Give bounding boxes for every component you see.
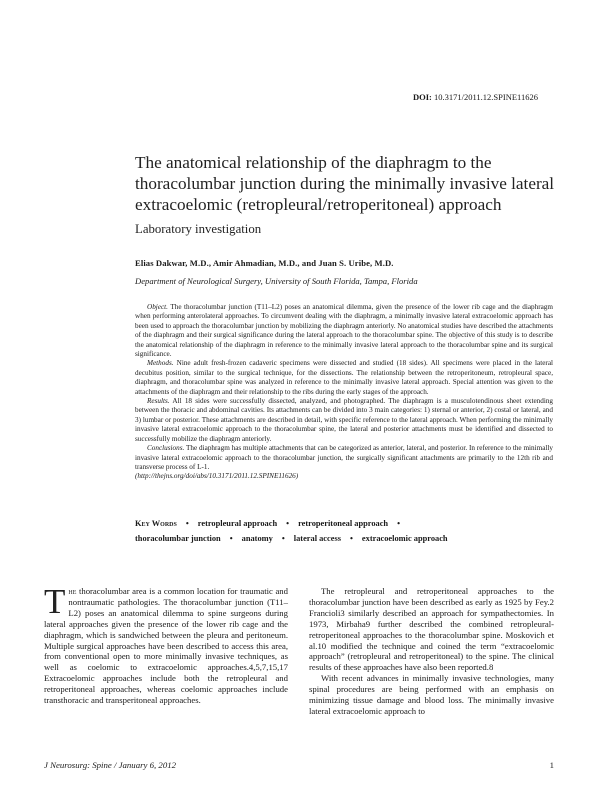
bullet-icon: •: [286, 519, 290, 528]
doi-link[interactable]: (http://thejns.org/doi/abs/10.3171/2011.12.SPINE11626): [135, 472, 299, 481]
keyword-item: retroperitoneal approach: [298, 519, 389, 528]
page-number: 1: [549, 760, 554, 770]
doi-value: 10.3171/2011.12.SPINE11626: [434, 92, 538, 102]
intro-paragraph: [44, 582, 288, 706]
object-text: The thoracolumbar junction (T11–L2) poses an anatomical dilemma, given the presence of the lower rib cage and the diaphragm when performing anterolateral approaches. To circumvent dealing with the diaphragm, a minimally invasive lateral extracoelomic approach has been used to approach the thoracolumbar junction by mobilizing the diaphragm anteriorly. No anatomical studies have described the attachments of the diaphragm and their surgical significance during the lateral approach to the thoracolumbar spine. The objective of this study is to describe the anatomical relationship of the diaphragm in reference to the minimally invasive lateral approach to the thoracolumbar spine and its surgical significance.: [135, 303, 553, 359]
journal-footer: J Neurosurg: Spine / January 6, 2012: [44, 760, 177, 770]
abstract-conclusions: [135, 444, 553, 472]
bullet-icon: •: [397, 519, 401, 528]
abstract-methods: [135, 359, 553, 397]
abstract-results: [135, 397, 553, 444]
methods-label: Methods.: [147, 359, 174, 368]
body-paragraph: The retropleural and retroperitoneal approaches to the thoracolumbar junction have been described as early as 1925 by Fey.2 Francioli3 similarly described an approach for sympathectomies. In 1973, Mirbaha9 further described the combined retropleural-retroperitoneal approaches to the thoracolumbar spine. Moskovich et al.10 modified the technique and coined the term “extracoelomic approach” (retropleural and retroperitoneal) to the spine. The clinical results of these approaches have also been reported.8: [309, 586, 554, 673]
body-paragraph: With recent advances in minimally invasive technologies, many spinal procedures are being performed with an emphasis on minimizing tissue damage and blood loss. The minimally invasive lateral extracoelomic approach to: [309, 673, 554, 716]
body-column-left: [44, 582, 288, 706]
bullet-icon: •: [185, 519, 189, 528]
article-title: The anatomical relationship of the diaphragm to the thoracolumbar junction during the minimally invasive lateral extracoelomic (retropleural/retroperitoneal) approach: [135, 153, 555, 214]
abstract-object: [135, 303, 553, 359]
bullet-icon: •: [349, 533, 353, 543]
keyword-item: extracoelomic approach: [361, 533, 448, 543]
drop-cap: T: [44, 582, 66, 621]
affiliation: Department of Neurological Surgery, University of South Florida, Tampa, Florida: [135, 276, 418, 286]
lead-word: he: [68, 586, 77, 596]
results-text: All 18 sides were successfully dissected, analyzed, and photographed. The diaphragm is a musculotendinous sheet extending between the thoracic and abdominal cavities. Its attachments can be divided into 3 main categories: 1) sternal or anterior, 2) costal or lateral, and 3) lumbar or posterior. These attachments are described in detail, with specific reference to the lateral approach. When performing the minimally invasive lateral extracoelomic approach to the thoracolumbar spine, the lateral and posterior attachments must be identified and dissected to successfully mobilize the diaphragm anteriorly.: [135, 397, 554, 443]
abstract: [135, 303, 553, 482]
conclusions-label: Conclusions.: [147, 444, 185, 453]
keyword-item: lateral access: [293, 533, 341, 543]
object-label: Object.: [147, 303, 168, 311]
doi-line: [413, 92, 538, 102]
keywords: [135, 517, 555, 546]
keyword-item: retropleural approach: [197, 519, 278, 528]
author-list: Elias Dakwar, M.D., Amir Ahmadian, M.D., and Juan S. Uribe, M.D.: [135, 258, 394, 268]
body-column-right: [309, 586, 554, 717]
conclusions-text: The diaphragm has multiple attachments that can be categorized as anterior, lateral, and posterior. In reference to the minimally invasive lateral extracoelomic approach to the thoracolumbar junction, the surgically significant attachments are primarily to the 12th rib and transverse process of L-1.: [135, 444, 553, 471]
intro-text: thoracolumbar area is a common location for traumatic and nontraumatic pathologies. The thoracolumbar junction (T11–L2) poses an anatomical dilemma to spine surgeons during lateral approaches given the presence of the lower rib cage and the diaphragm, which is sandwiched between the pleura and peritoneum. Multiple surgical approaches have been described to access this area, from conventional open to more minimally invasive techniques, as well as coelomic to extracoelomic approaches.4,5,7,15,17 Extracoelomic approaches include both the retropleural and retroperitoneal approaches, whereas coelomic approaches include transthoracic and transperitoneal approaches.: [44, 586, 288, 706]
article-subtitle: Laboratory investigation: [135, 222, 262, 236]
keyword-item: anatomy: [241, 533, 273, 543]
keyword-item: thoracolumbar junction: [135, 533, 221, 543]
doi-label: DOI:: [413, 92, 432, 102]
bullet-icon: •: [281, 533, 285, 543]
bullet-icon: •: [229, 533, 233, 543]
results-label: Results.: [147, 397, 170, 406]
keywords-heading: Key Words: [135, 519, 177, 528]
methods-text: Nine adult fresh-frozen cadaveric specimens were dissected and studied (18 sides). All specimens were placed in the lateral decubitus position, similar to the surgical technique, for the dissections. The relationship between the retroperitoneum, retropleural space, diaphragm, and thoracolumbar spine was analyzed in reference to the minimally invasive lateral approach. Special attention was given to the attachments of the diaphragm and their relationship to the ribs during the early stages of the approach.: [135, 359, 554, 396]
